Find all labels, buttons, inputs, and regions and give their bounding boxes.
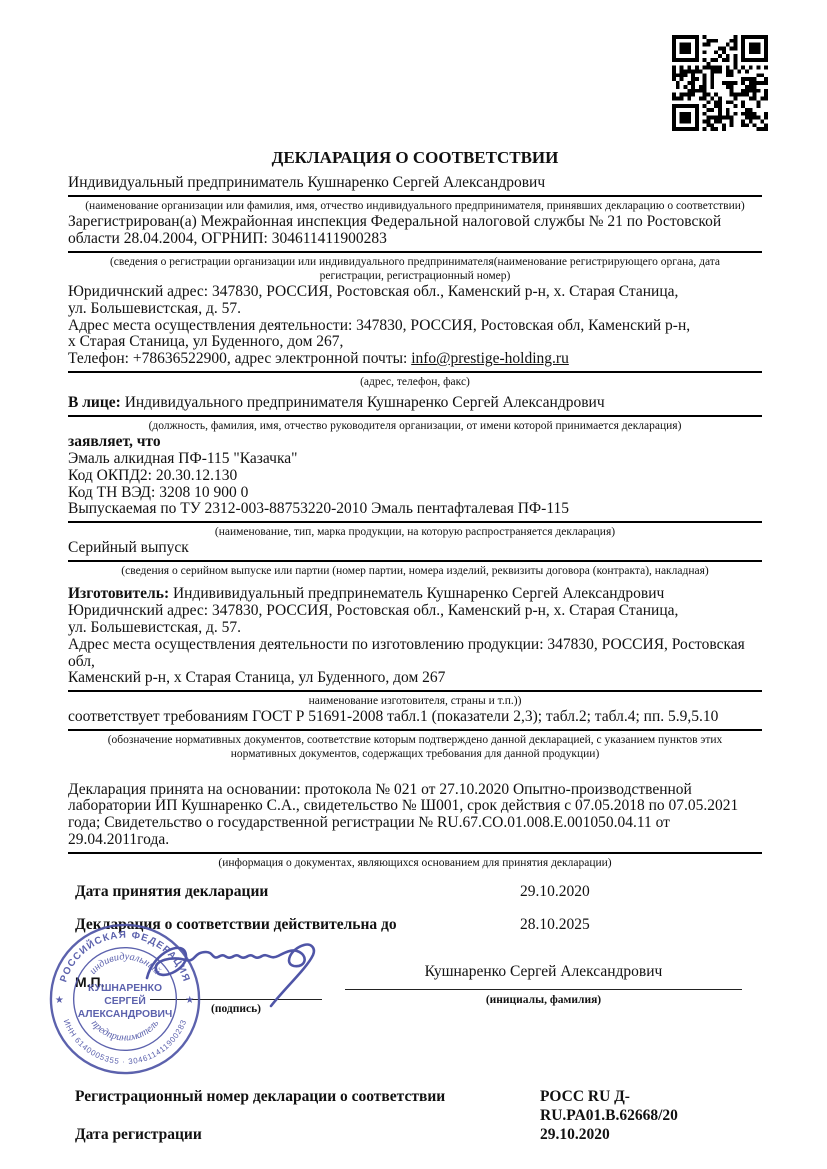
signature-line: [150, 999, 322, 1000]
representative-line: [68, 395, 762, 417]
phone-line: [68, 351, 762, 368]
signatory-name: Кушнаренко Сергей Александрович: [424, 962, 663, 980]
adoption-date-row: [68, 883, 762, 900]
stamp-star-left-icon: ★: [54, 994, 64, 1006]
adoption-date-label: Дата принятия декларации: [75, 882, 269, 900]
address-line: ул. Большевистская, д. 57.: [68, 299, 242, 317]
reg-number-row: [68, 1087, 762, 1125]
stamp-outer-top-text: РОССИЙСКАЯ ФЕДЕРАЦИЯ: [58, 929, 192, 984]
registration-caption-line1: (сведения о регистрации организации или индивидуального предпринимателя(наименование регистрирующего органа, дата: [109, 255, 721, 268]
registration-footer: [68, 1087, 762, 1144]
manufacturer-block: [68, 586, 762, 692]
stamp-inner-top-text: индивидуальный: [87, 951, 163, 977]
compliance-caption-line2: нормативных документов, содержащих требования для данной продукции): [230, 748, 600, 761]
phone-text: Телефон: +78636522900, адрес электронной почты:: [68, 350, 412, 368]
email-link[interactable]: info@prestige-holding.ru: [411, 350, 569, 368]
product-tnved: Код ТН ВЭД: 3208 10 900 0: [68, 483, 249, 501]
signature-caption: (подпись): [211, 1002, 261, 1015]
representative-caption: (должность, фамилия, имя, отчество руководителя организации, от имени которой принимается декларация): [148, 419, 682, 432]
document-content: [68, 148, 762, 1144]
reg-date-row: [68, 1125, 762, 1144]
address-line: Юридичнский адрес: 347830, РОССИЯ, Ростовская обл., Каменский р-н, х. Старая Станица,: [68, 283, 679, 300]
basis-paragraph: Декларация принята на основании: протокола № 021 от 27.10.2020 Опытно-производственной лаборатории ИП Кушнаренко С.А., свидетельство № Ш001, срок действия с 07.05.2018 по 07.05.2021 года; Свидетельство о государственной регистрации № RU.67.CO.01.008.E.001050.04.11 от 29.04.2011года.: [68, 782, 762, 854]
signatory-name-caption: (инициалы, фамилия): [485, 993, 602, 1006]
signatory-name-line: [345, 989, 742, 990]
representative-value: Индивидуального предпринимателя Кушнаренко Сергей Александрович: [124, 394, 605, 412]
reg-number-value: РОСС RU Д-RU.PA01.B.62668/20: [540, 1087, 678, 1124]
qr-code: [672, 33, 768, 133]
manufacturer-address-line: Юридичнский адрес: 347830, РОССИЯ, Ростовская обл., Каменский р-н, х. Старая Станица,: [68, 602, 679, 620]
stamp-center-line2: СЕРГЕЙ: [104, 995, 146, 1007]
registration-caption: [68, 255, 762, 283]
manufacturer-name: Индививидуальный предпринематель Кушнаренко Сергей Александрович: [172, 585, 665, 603]
manufacturer-line: [68, 586, 762, 603]
manufacturer-label: Изготовитель:: [68, 585, 170, 603]
product-okpd2: Код ОКПД2: 20.30.12.130: [68, 466, 238, 484]
declarant-address-block: [68, 284, 762, 373]
serial-release: Серийный выпуск: [68, 540, 762, 562]
address-line: х Старая Станица, ул Буденного, дом 267,: [68, 333, 344, 351]
reg-number-label: Регистрационный номер декларации о соответствии: [75, 1087, 446, 1105]
valid-until-row: [68, 916, 762, 933]
product-name: Эмаль алкидная ПФ-115 "Казачка": [68, 449, 298, 467]
page-title: ДЕКЛАРАЦИЯ О СООТВЕТСТВИИ: [271, 148, 559, 167]
basis-caption: (информация о документах, являющихся основанием для принятия декларации): [218, 856, 612, 869]
compliance-statement: соответствует требованиям ГОСТ Р 51691-2008 табл.1 (показатели 2,3); табл.2; табл.4; пп. 5.9,5.10: [68, 709, 762, 731]
adoption-date-value: 29.10.2020: [520, 882, 590, 900]
stamp-outer-bottom-text: ИНН 6140005355 · 304611411900283: [61, 1018, 189, 1067]
manufacturer-address-line: ул. Большевистская, д. 57.: [68, 618, 242, 636]
valid-until-label: Декларация о соответствии действительна до: [75, 915, 397, 933]
valid-until-value: 28.10.2025: [520, 915, 590, 933]
manufacturer-address-line: Каменский р-н, х Старая Станица, ул Буденного, дом 267: [68, 669, 446, 687]
reg-date-label: Дата регистрации: [75, 1125, 202, 1143]
manufacturer-address-line: Адрес места осуществления деятельности по изготовлению продукции: 347830, РОССИЯ, Ростовская обл,: [68, 635, 745, 670]
declarant-registration: Зарегистрирован(а) Межрайонная инспекция Федеральной налоговой службы № 21 по Ростовской области 28.04.2004, ОГРНИП: 304611411900283: [68, 214, 762, 253]
address-caption: (адрес, телефон, факс): [360, 375, 470, 388]
manufacturer-caption: наименование изготовителя, страны и т.п.)): [308, 695, 522, 708]
compliance-caption: [68, 733, 762, 761]
representative-label: В лице:: [68, 394, 121, 412]
reg-date-value: 29.10.2020: [540, 1125, 610, 1143]
product-caption: (наименование, тип, марка продукции, на которую распространяется декларация): [214, 526, 616, 539]
stamp-center-line3: АЛЕКСАНДРОВИЧ: [77, 1008, 173, 1020]
stamp-center-line1: КУШНАРЕНКО: [87, 983, 163, 995]
stamp-star-right-icon: ★: [185, 994, 195, 1006]
stamp-inner-bottom-text: предприниматель: [88, 1018, 162, 1044]
serial-caption: (сведения о серийном выпуске или партии (номер партии, номера изделий, реквизиты договора (контракта), накладная): [121, 565, 709, 578]
declarant-name: Индивидуальный предприниматель Кушнаренко Сергей Александрович: [68, 175, 762, 197]
declarant-name-caption: (наименование организации или фамилия, имя, отчество индивидуального предпринимателя, принявших декларацию о соответствии): [85, 199, 745, 212]
stamp-place-label: М.П.: [75, 973, 105, 990]
declares-text: заявляет, что: [68, 433, 161, 451]
product-tu: Выпускаемая по ТУ 2312-003-88753220-2010 Эмаль пентафталевая ПФ-115: [68, 501, 762, 523]
compliance-caption-line1: (обозначение нормативных документов, соответствие которым подтверждено данной декларацией, с указанием пунктов этих: [107, 734, 723, 747]
address-line: Адрес места осуществления деятельности: 347830, РОССИЯ, Ростовская обл, Каменский р-н,: [68, 316, 691, 334]
signature-block: [68, 947, 762, 1039]
registration-caption-line2: регистрации, регистрационный номер): [319, 269, 511, 282]
